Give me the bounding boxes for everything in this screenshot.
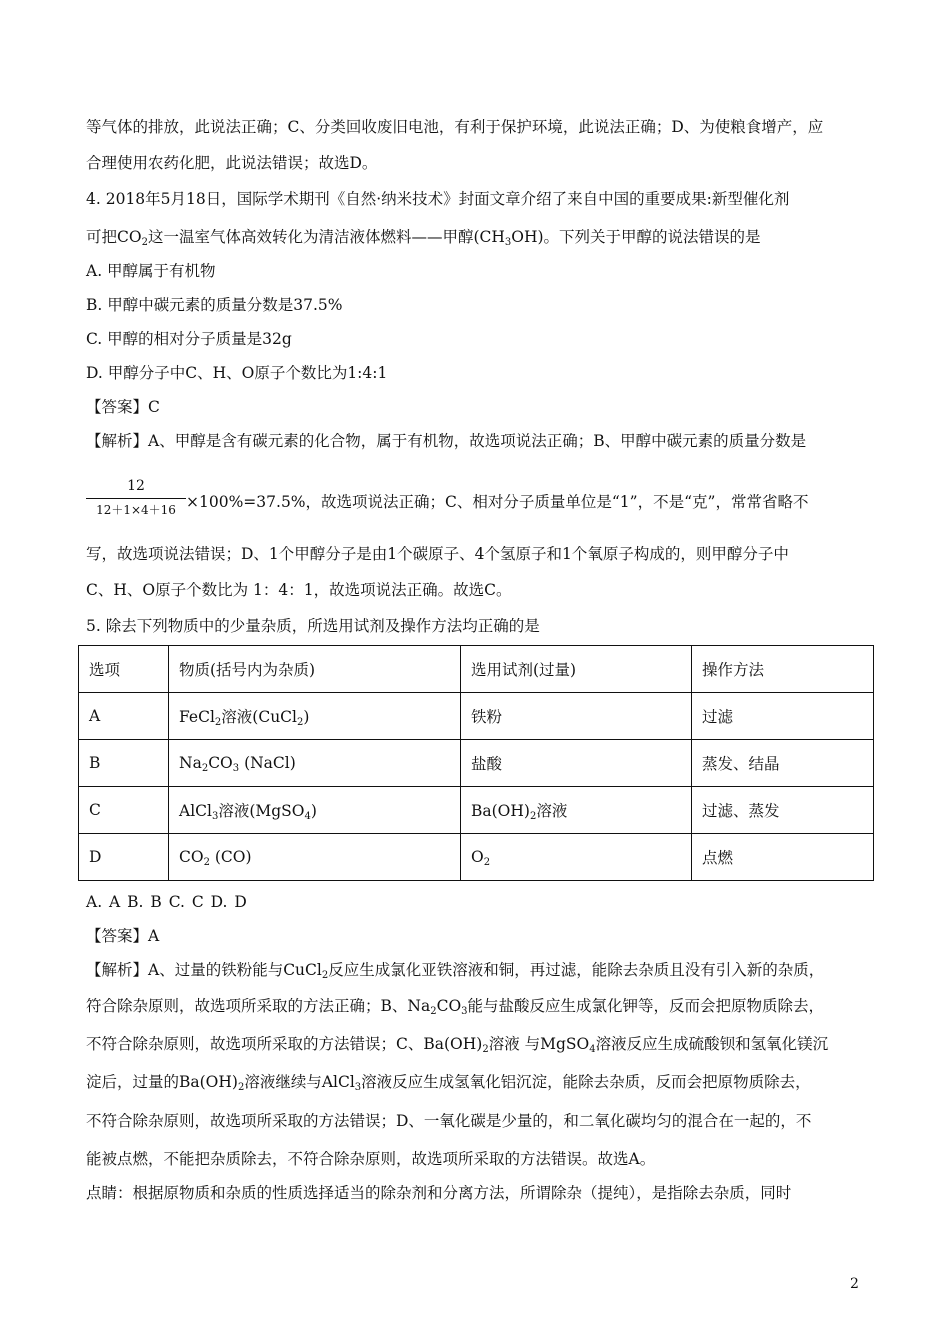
material-cell: AlCl$_3$溶液(MgSO$_4$) [169,787,461,834]
reagent-cell: $Ba(OH)_2$溶液 [461,787,692,834]
question-5-stem: 5. 除去下列物质中的少量杂质，所选用试剂及操作方法均正确的是 [86,617,540,635]
method-cell: 蒸发、结晶 [692,740,874,787]
explanation-5-line: 符合除杂原则，故选项所采取的方法正确；B、$Na_2CO_3$能与盐酸反应生成氯化钾等，反而会把原物质除去， [86,997,825,1017]
material-cell: $CO_2$ (CO) [169,834,461,881]
question-4-stem-cont: 可把$CO_2$这一温室气体高效转化为清洁液体燃料——甲醇$(CH_3OH)$。下列关于甲醇的说法错误的是 [86,228,761,248]
mass-fraction-formula [86,476,186,520]
options-table [78,645,874,881]
explanation-4-line: 【解析】A、甲醇是含有碳元素的化合物，属于有机物，故选项说法正确；B、甲醇中碳元素的质量分数是 [86,432,807,450]
method-cell: 过滤、蒸发 [692,787,874,834]
explanation-5-line: 能被点燃，不能把杂质除去，不符合除杂原则，故选项所采取的方法错误。故选A。 [86,1150,656,1168]
option-a: A. 甲醇属于有机物 [86,262,216,280]
method-cell: 过滤 [692,693,874,740]
option-cell: B [79,740,169,787]
fraction-denominator: 12＋1×4＋16 [96,503,176,517]
fraction-numerator: 12 [127,478,145,494]
table-header-cell: 操作方法 [692,646,874,693]
explanation-5-line: 淀后，过量的$Ba(OH)_2$溶液继续与AlCl$_3$溶液反应生成氢氧化铝沉淀，能除去杂质，反而会把原物质除去， [86,1073,811,1093]
text-line: 等气体的排放，此说法正确；C、分类回收废旧电池，有利于保护环境，此说法正确；D、为使粮食增产，应 [86,118,824,136]
answer-4: 【答案】C [86,398,160,416]
answer-5: 【答案】A [86,927,160,945]
option-cell: D [79,834,169,881]
table-header-row [79,646,874,693]
option-b: B. 甲醇中碳元素的质量分数是37.5% [86,296,343,314]
table-header-cell: 物质(括号内为杂质) [169,646,461,693]
reagent-cell: 铁粉 [461,693,692,740]
explanation-4-line: C、H、O原子个数比为 1：4：1，故选项说法正确。故选C。 [86,581,512,599]
page-number: 2 [850,1276,859,1292]
method-cell: 点燃 [692,834,874,881]
table-row [79,834,874,881]
table-header-cell: 选用试剂(过量) [461,646,692,693]
fraction-bar [86,498,186,499]
table-row [79,740,874,787]
explanation-4-line: ×100%=37.5%，故选项说法正确；C、相对分子质量单位是“1”，不是“克”，常常省略不 [186,493,809,511]
question-5-choices: A. A B. B C. C D. D [86,893,247,911]
explanation-4-line: 写，故选项说法错误；D、1个甲醇分子是由1个碳原子、4个氢原子和1个氧原子构成的，则甲醇分子中 [86,545,789,563]
option-cell: A [79,693,169,740]
table-row [79,693,874,740]
explanation-5-line: 不符合除杂原则，故选项所采取的方法错误；D、一氧化碳是少量的，和二氧化碳均匀的混合在一起的，不 [86,1112,812,1130]
table-header-cell: 选项 [79,646,169,693]
option-c: C. 甲醇的相对分子质量是32g [86,330,292,348]
explanation-5-line: 不符合除杂原则，故选项所采取的方法错误；C、$Ba(OH)_2$溶液 与MgSO$_4$溶液反应生成硫酸钡和氢氧化镁沉 [86,1035,829,1055]
question-4-stem: 4. 2018年5月18日，国际学术期刊《自然·纳米技术》封面文章介绍了来自中国的重要成果:新型催化剂 [86,190,790,208]
material-cell: $Na_2CO_3$ (NaCl) [169,740,461,787]
option-cell: C [79,787,169,834]
key-point-note: 点睛：根据原物质和杂质的性质选择适当的除杂剂和分离方法，所谓除杂（提纯），是指除去杂质，同时 [86,1184,792,1202]
material-cell: FeCl$_2$溶液(CuCl$_2$) [169,693,461,740]
text-line: 合理使用农药化肥，此说法错误；故选D。 [86,154,378,172]
reagent-cell: $O_2$ [461,834,692,881]
explanation-5-line: 【解析】A、过量的铁粉能与CuCl$_2$反应生成氯化亚铁溶液和铜，再过滤，能除去杂质且没有引入新的杂质， [86,961,825,981]
reagent-cell: 盐酸 [461,740,692,787]
option-d: D. 甲醇分子中C、H、O原子个数比为1:4:1 [86,364,388,382]
table-row [79,787,874,834]
